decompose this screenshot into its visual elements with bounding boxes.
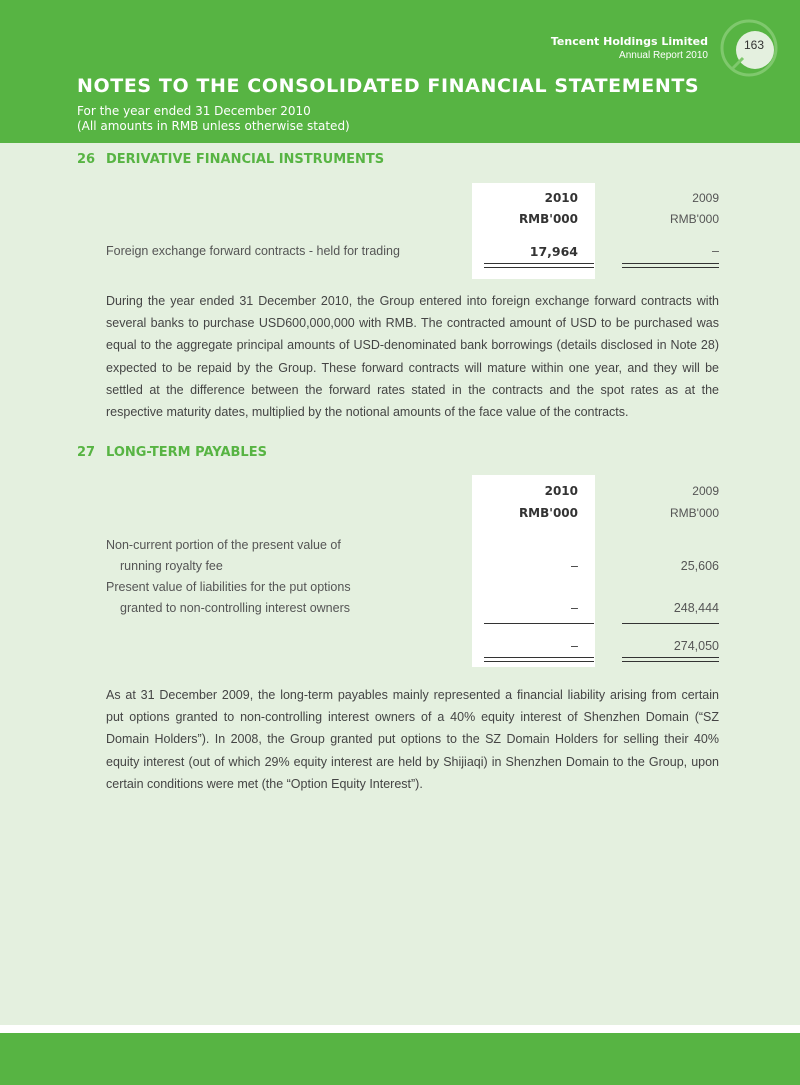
double-rule <box>484 267 594 268</box>
section-27-header-2010: 2010 <box>544 484 578 498</box>
section-27-row-2-label-2: granted to non-controlling interest owners <box>120 601 350 615</box>
double-rule <box>484 661 594 662</box>
section-27-heading <box>77 445 267 460</box>
section-27-total-2010: – <box>571 639 578 653</box>
double-rule <box>622 661 719 662</box>
section-27-row-2-label-1: Present value of liabilities for the put options <box>106 580 351 594</box>
double-rule <box>484 657 594 658</box>
section-26-paragraph: During the year ended 31 December 2010, the Group entered into foreign exchange forward contracts with several banks to purchase USD600,000,000 with RMB. The contracted amount of USD to be purchased was equal to the aggregate principal amounts of USD-denominated bank borrowings (details disclosed in Note 28) expected to be repaid by the Group. These forward contracts will mature within one year, and they will be settled at the difference between the forward rates stated in the contracts and the spot rates as at the respective maturity dates, multiplied by the notional amounts of the face value of the contracts. <box>106 294 719 420</box>
section-27-row-1-value-2010: – <box>571 559 578 573</box>
section-27-paragraph: As at 31 December 2009, the long-term payables mainly represented a financial liability arising from certain put options granted to non-controlling interest owners of a 40% equity interest of Shenzhen Domain (“SZ Domain Holders”). In 2008, the Group granted put options to the SZ Domain Holders for selling their 40% equity interest (out of which 29% equity interest are held by Shijiaqi) in Shenzhen Domain to the Group, upon certain conditions were met (the “Option Equity Interest”). <box>106 688 719 791</box>
section-27-unit-2010: RMB'000 <box>518 506 578 520</box>
section-27-total-2009: 274,050 <box>673 639 719 653</box>
section-26-row-label: Foreign exchange forward contracts - held for trading <box>106 244 400 258</box>
section-27-header-2009: 2009 <box>692 484 719 498</box>
page-footer <box>0 1033 800 1085</box>
section-27-title: LONG-TERM PAYABLES <box>106 445 267 460</box>
page-number: 163 <box>743 38 765 52</box>
section-27-row-2-value-2010: – <box>571 601 578 615</box>
section-26-unit-2009: RMB'000 <box>670 212 719 226</box>
section-26-row-value-2010: 17,964 <box>529 244 578 259</box>
single-rule <box>484 623 594 624</box>
page-subtitle <box>77 104 350 134</box>
subtitle-line-2: (All amounts in RMB unless otherwise stated) <box>77 119 350 133</box>
subtitle-line-1: For the year ended 31 December 2010 <box>77 104 311 118</box>
section-26-title: DERIVATIVE FINANCIAL INSTRUMENTS <box>106 152 385 167</box>
section-26-heading <box>77 152 384 167</box>
double-rule <box>622 657 719 658</box>
section-27-row-1-label-1: Non-current portion of the present value of <box>106 538 341 552</box>
report-name: Annual Report 2010 <box>619 50 708 61</box>
double-rule <box>622 267 719 268</box>
section-26-unit-2010: RMB'000 <box>518 212 578 226</box>
double-rule <box>622 263 719 264</box>
section-27-row-1-value-2009: 25,606 <box>680 559 719 573</box>
section-26-header-2010: 2010 <box>544 191 578 205</box>
section-27-unit-2009: RMB'000 <box>670 506 719 520</box>
section-27-row-1-label-2: running royalty fee <box>120 559 223 573</box>
double-rule <box>484 263 594 264</box>
section-27-row-2-value-2009: 248,444 <box>673 601 719 615</box>
page-title: NOTES TO THE CONSOLIDATED FINANCIAL STATEMENTS <box>77 75 700 97</box>
company-name: Tencent Holdings Limited <box>550 35 708 48</box>
section-27-number: 27 <box>77 445 96 460</box>
section-26-header-2009: 2009 <box>692 191 719 205</box>
single-rule <box>622 623 719 624</box>
section-26-row-value-2009: – <box>712 244 719 258</box>
section-26-number: 26 <box>77 152 96 167</box>
